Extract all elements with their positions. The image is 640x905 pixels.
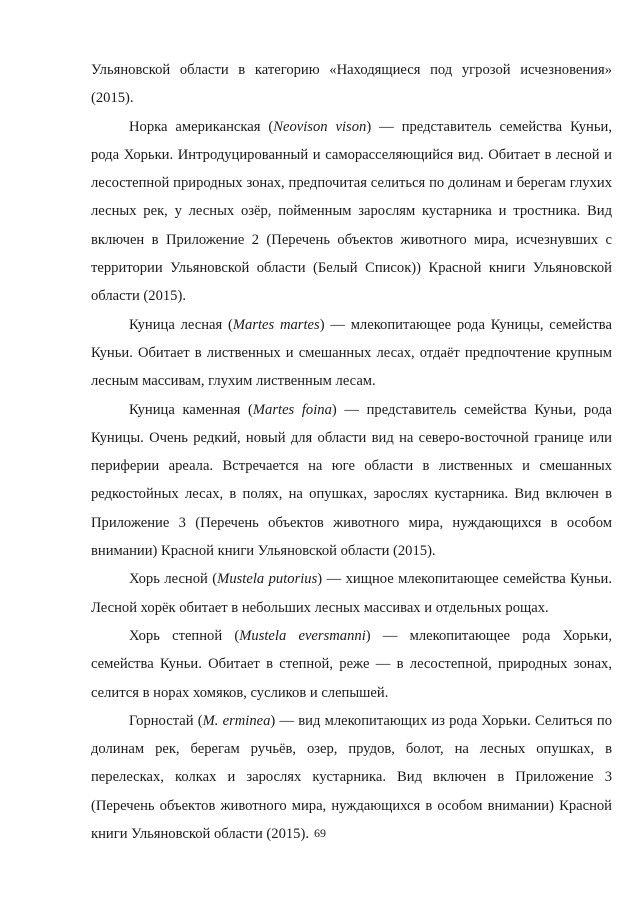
latin-name: Martes foina xyxy=(252,401,332,418)
paragraph-pine-marten xyxy=(91,311,612,396)
text-run: Куница лесная ( xyxy=(129,316,233,333)
text-run: ) — вид млекопитающих из рода Хорьки. Селиться по долинам рек, берегам ручьёв, озер, прудов, болот, на лесных опушках, в перелесках, колках и зарослях кустарника. Вид включен в Приложение 3 (Перечень объектов животного мира, нуждающихся в особом внимании) Красной книги Ульяновской области (2015). xyxy=(91,712,612,843)
text-run: ) — млекопитающее рода Хорьки, семейства Куньи. Обитает в степной, реже — в лесостепной, природных зонах, селится в норах хомяков, сусликов и слепышей. xyxy=(91,627,612,701)
text-run: Хорь лесной ( xyxy=(129,571,218,588)
text-run: Норка американская ( xyxy=(129,118,274,135)
text-run: ) — представитель семейства Куньи, рода Куницы. Очень редкий, новый для области вид на северо-восточной границе или периферии ареала. Встречается на юге области в лиственных и смешанных редкостойных лесах, в полях, на опушках, зарослях кустарника. Вид включен в Приложение 3 (Перечень объектов животного мира, нуждающихся в особом внимании) Красной книги Ульяновской области (2015). xyxy=(91,401,613,560)
text-run: Горностай ( xyxy=(129,712,203,729)
text-run: Ульяновской области в категорию «Находящиеся под угрозой исчезновения» (2015). xyxy=(91,62,612,107)
paragraph-continuation xyxy=(91,56,612,113)
text-run: ) — хищное млекопитающее семейства Куньи. Лесной хорёк обитает в небольших лесных массивах и отдельных рощах. xyxy=(91,571,613,616)
latin-name: Mustela eversmanni xyxy=(239,627,366,644)
latin-name: Martes martes xyxy=(232,316,320,333)
latin-name: M. erminea xyxy=(202,712,271,729)
paragraph-mink xyxy=(91,113,612,311)
latin-name: Neovison vison xyxy=(273,118,367,135)
text-run: Куница каменная ( xyxy=(129,401,253,418)
paragraph-stone-marten xyxy=(91,396,612,566)
paragraph-steppe-polecat xyxy=(91,622,612,707)
page-number: 69 xyxy=(314,826,326,840)
document-body xyxy=(91,56,612,848)
text-run: Хорь степной ( xyxy=(129,627,240,644)
paragraph-european-polecat xyxy=(91,565,612,622)
text-run: ) — млекопитающее рода Куницы, семейства Куньи. Обитает в лиственных и смешанных лесах, отдаёт предпочтение крупным лесным массивам, глухим лиственным лесам. xyxy=(91,316,612,390)
text-run: ) — представитель семейства Куньи, рода Хорьки. Интродуцированный и саморасселяющийся вид. Обитает в лесной и лесостепной природных зонах, предпочитая селиться по долинам и берегам глухих лесных рек, у лесных озёр, пойменным зарослям кустарника и тростника. Вид включен в Приложение 2 (Перечень объектов животного мира, исчезнувших с территории Ульяновской области (Белый Список)) Красной книги Ульяновской области (2015). xyxy=(91,118,612,305)
latin-name: Mustela putorius xyxy=(217,571,318,588)
